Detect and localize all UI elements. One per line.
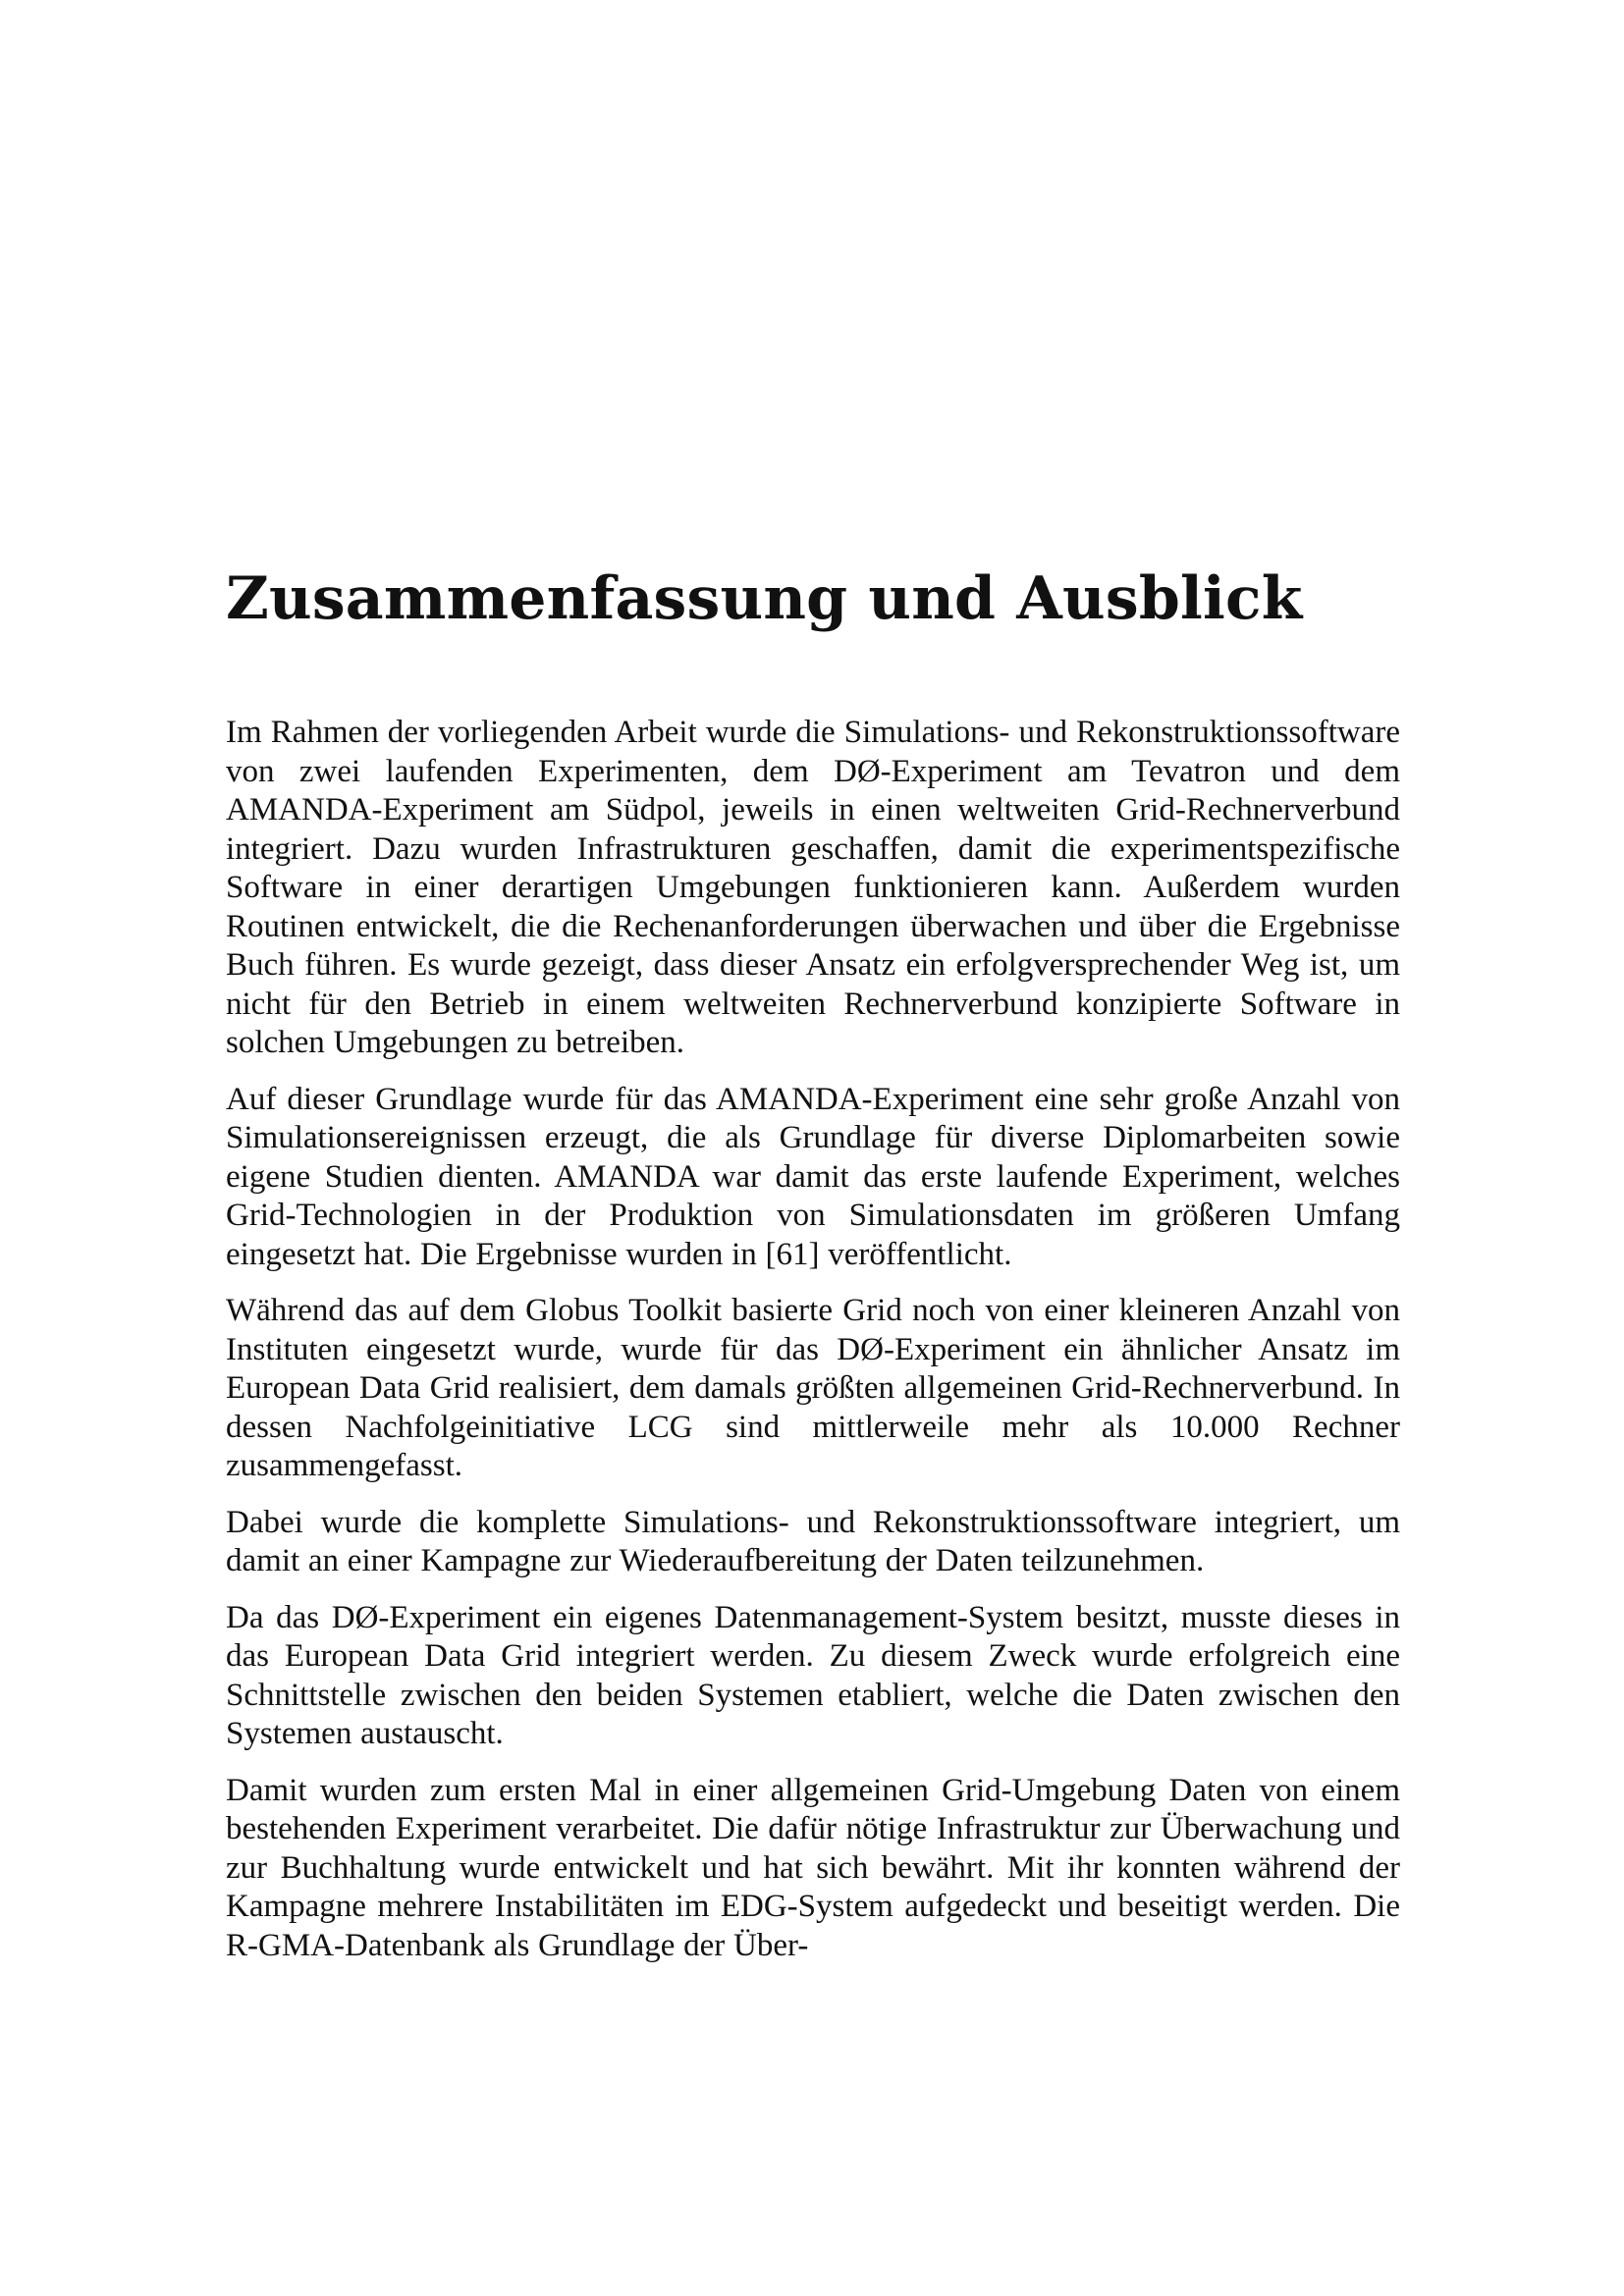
document-page xyxy=(226,0,1400,2296)
paragraph-5: Da das DØ-Experiment ein eigenes Datenmanagement-System besitzt, musste dieses in das European Data Grid integriert werden. Zu diesem Zweck wurde erfolgreich eine Schnittstelle zwischen den beiden Systemen etabliert, welche die Daten zwischen den Systemen austauscht. xyxy=(226,1599,1400,1751)
paragraph-3: Während das auf dem Globus Toolkit basierte Grid noch von einer kleineren Anzahl von Instituten eingesetzt wurde, wurde für das DØ-Experiment ein ähnlicher Ansatz im European Data Grid realisiert, dem damals größten allgemeinen Grid-Rechnerverbund. In dessen Nachfolgeinitiative LCG sind mittlerweile mehr als 10.000 Rechner zusammengefasst. xyxy=(226,1293,1400,1483)
paragraph-6: Damit wurden zum ersten Mal in einer allgemeinen Grid-Umgebung Daten von einem bestehenden Experiment verarbeitet. Die dafür nötige Infrastruktur zur Überwachung und zur Buchhaltung wurde entwickelt und hat sich bewährt. Mit ihr konnten während der Kampagne mehrere Instabilitäten im EDG-System aufgedeckt und beseitigt werden. Die R-GMA-Datenbank als Grundlage der Über- xyxy=(226,1772,1400,1963)
paragraph-4: Dabei wurde die komplette Simulations- und Rekonstruktionssoftware integriert, um damit an einer Kampagne zur Wiederaufbereitung der Daten teilzunehmen. xyxy=(226,1504,1400,1578)
paragraph-2: Auf dieser Grundlage wurde für das AMANDA-Experiment eine sehr große Anzahl von Simulationsereignissen erzeugt, die als Grundlage für diverse Diplomarbeiten sowie eigene Studien dienten. AMANDA war damit das erste laufende Experiment, welches Grid-Technologien in der Produktion von Simulationsdaten im größeren Umfang eingesetzt hat. Die Ergebnisse wurden in [61] veröffentlicht. xyxy=(226,1081,1400,1272)
chapter-title: Zusammenfassung und Ausblick xyxy=(226,564,1303,633)
body-text xyxy=(226,714,1400,1983)
paragraph-1: Im Rahmen der vorliegenden Arbeit wurde die Simulations- und Rekonstruktionssoftware von zwei laufenden Experimenten, dem DØ-Experiment am Tevatron und dem AMANDA-Experiment am Südpol, jeweils in einen weltweiten Grid-Rechnerverbund integriert. Dazu wurden Infrastrukturen geschaffen, damit die experimentspezifische Software in einer derartigen Umgebungen funktionieren kann. Außerdem wurden Routinen entwickelt, die die Rechenanforderungen überwachen und über die Ergebnisse Buch führen. Es wurde gezeigt, dass dieser Ansatz ein erfolgversprechender Weg ist, um nicht für den Betrieb in einem weltweiten Rechnerverbund konzipierte Software in solchen Umgebungen zu betreiben. xyxy=(226,715,1400,1060)
